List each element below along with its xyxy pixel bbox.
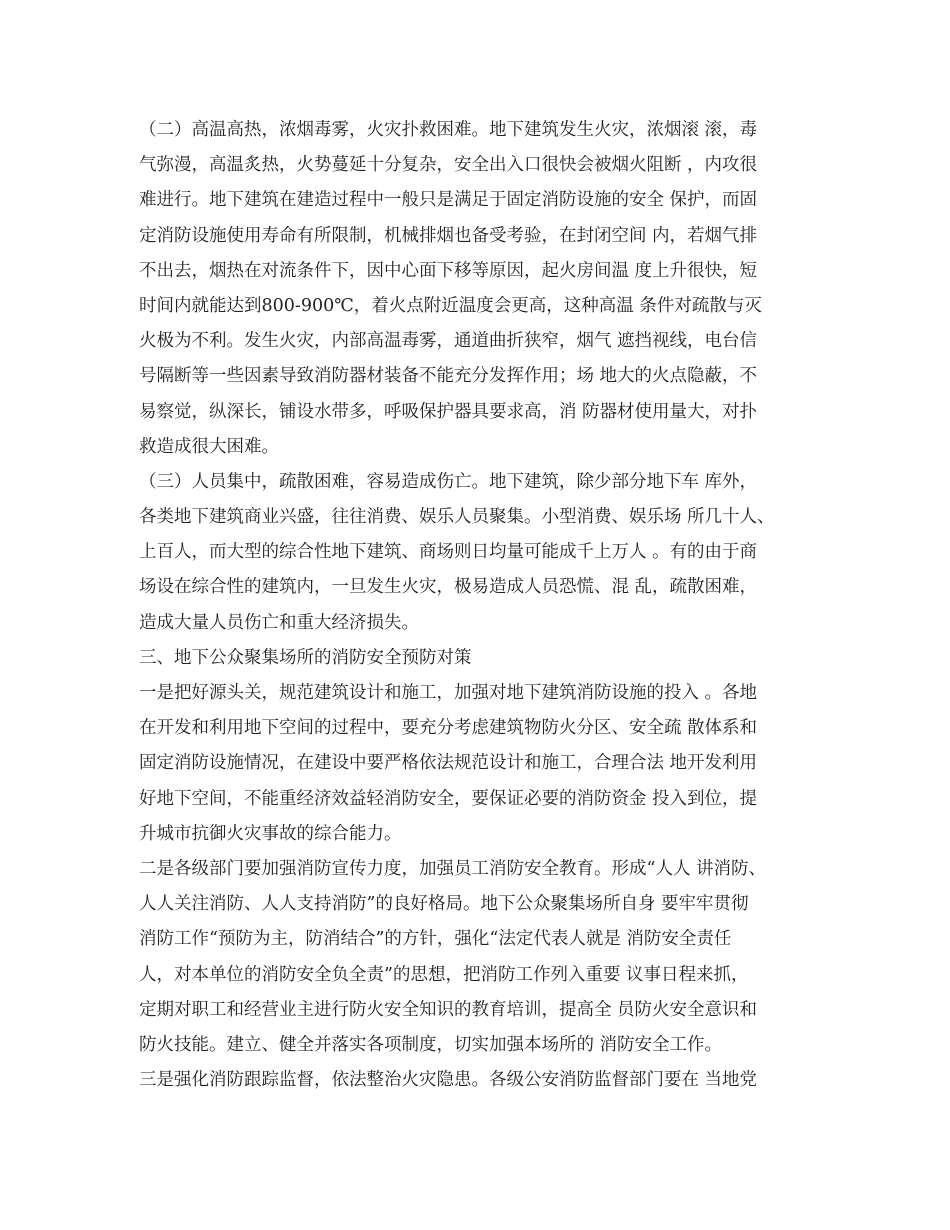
text-line: 救造成很大困难。 [139, 436, 279, 457]
text-line: 时间内就能达到800-900℃，着火点附近温度会更高，这种高温 条件对疏散与灭 [139, 295, 762, 316]
text-line: 一是把好源头关，规范建筑设计和施工，加强对地下建筑消防设施的投入 。各地 [139, 683, 758, 703]
text-line: 定期对职工和经营业主进行防火安全知识的教育培训，提高全 员防火安全意识和 [139, 999, 758, 1020]
text-line: 上百人，而大型的综合性地下建筑、商场则日均量可能成千上万人 。有的由于商 [139, 542, 758, 563]
text-line: 号隔断等一些因素导致消防器材装备不能充分发挥作用；场 地大的火点隐蔽，不 [139, 366, 758, 387]
text-line: 三是强化消防跟踪监督，依法整治火灾隐患。各级公安消防监督部门要在 当地党 [139, 1070, 758, 1091]
text-line: 升城市抗御火灾事故的综合能力。 [139, 823, 402, 844]
text-line: （三）人员集中，疏散困难，容易造成伤亡。地下建筑，除少部分地下车 库外， [139, 471, 758, 492]
text-line: 二是各级部门要加强消防宣传力度，加强员工消防安全教育。形成“人人 讲消防、 [139, 858, 767, 879]
text-line: 气弥漫，高温炙热，火势蔓延十分复杂，安全出入口很快会被烟火阻断 ，内攻很 [139, 155, 758, 176]
text-line: 造成大量人员伤亡和重大经济损失。 [139, 612, 419, 633]
text-line: （二）高温高热，浓烟毒雾，火灾扑救困难。地下建筑发生火灾，浓烟滚 滚，毒 [139, 120, 758, 140]
text-line: 难进行。地下建筑在建造过程中一般只是满足于固定消防设施的安全 保护，而固 [139, 190, 758, 211]
text-line: 人人关注消防、人人支持消防”的良好格局。地下公众聚集场所自身 要牢牢贯彻 [139, 894, 749, 915]
text-line: 防火技能。建立、健全并落实各项制度，切实加强本场所的 消防安全工作。 [139, 1034, 723, 1055]
text-line: 在开发和利用地下空间的过程中，要充分考虑建筑物防火分区、安全疏 散体系和 [139, 718, 758, 739]
text-line: 人，对本单位的消防安全负全责”的思想，把消防工作列入重要 议事日程来抓， [139, 964, 749, 985]
text-line: 定消防设施使用寿命有所限制，机械排烟也备受考验，在封闭空间 内，若烟气排 [139, 225, 758, 246]
text-line: 好地下空间，不能重经济效益轻消防安全，要保证必要的消防资金 投入到位，提 [139, 788, 758, 809]
text-line: 消防工作“预防为主，防消结合”的方针，强化“法定代表人就是 消防安全责任 [139, 929, 732, 950]
text-line: 场设在综合性的建筑内，一旦发生火灾，极易造成人员恐慌、混 乱，疏散困难， [139, 577, 758, 598]
text-line: 固定消防设施情况，在建设中要严格依法规范设计和施工，合理合法 地开发利用 [139, 753, 758, 774]
section-heading: 三、地下公众聚集场所的消防安全预防对策 [139, 647, 472, 668]
document-body [139, 113, 829, 1098]
text-line: 易察觉，纵深长，铺设水带多，呼吸保护器具要求高，消 防器材使用量大，对扑 [139, 401, 758, 422]
text-line: 不出去，烟热在对流条件下，因中心面下移等原因，起火房间温 度上升很快，短 [139, 260, 758, 281]
text-line: 火极为不利。发生火灾，内部高温毒雾，通道曲折狭窄，烟气 遮挡视线，电台信 [139, 331, 758, 352]
text-line: 各类地下建筑商业兴盛，往往消费、娱乐人员聚集。小型消费、娱乐场 所几十人、 [139, 507, 775, 528]
